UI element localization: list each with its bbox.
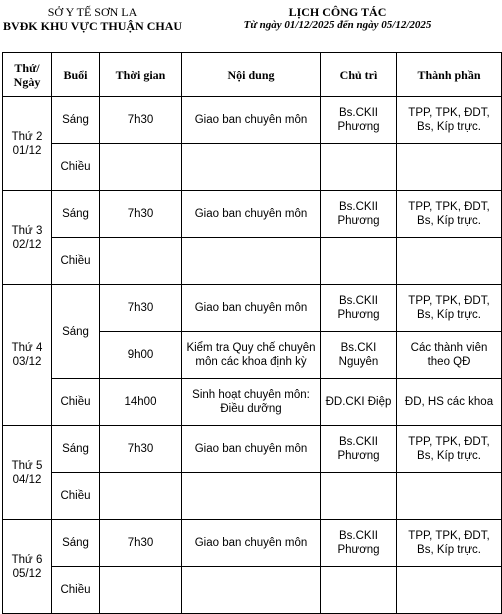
session-cell: Sáng <box>52 285 100 379</box>
session-cell: Chiều <box>52 567 100 614</box>
table-row <box>3 191 502 238</box>
day-cell <box>3 426 52 520</box>
document-header <box>0 0 502 52</box>
participants-cell: TPP, TPK, ĐDT, Bs, Kíp trực. <box>397 426 502 473</box>
table-row <box>3 238 502 285</box>
time-cell: 14h00 <box>100 379 182 426</box>
chair-cell: Bs.CKII Phương <box>321 191 397 238</box>
day-cell <box>3 191 52 285</box>
empty-cell <box>182 144 321 191</box>
day-cell <box>3 520 52 614</box>
org-line-1: SỞ Y TẾ SƠN LA <box>47 5 138 19</box>
table-row <box>3 97 502 144</box>
date-range: Từ ngày 01/12/2025 đến ngày 05/12/2025 <box>243 19 432 31</box>
day-date: 05/12 <box>12 567 42 580</box>
col-header-day: Thứ/ Ngày <box>3 53 52 97</box>
time-cell: 7h30 <box>100 285 182 332</box>
participants-cell: ĐD, HS các khoa <box>397 379 502 426</box>
participants-cell: Các thành viên theo QĐ <box>397 332 502 379</box>
empty-cell <box>321 144 397 191</box>
time-cell: 7h30 <box>100 520 182 567</box>
chair-cell: ĐD.CKI Điệp <box>321 379 397 426</box>
empty-cell <box>182 473 321 520</box>
session-cell: Chiều <box>52 379 100 426</box>
participants-cell: TPP, TPK, ĐDT, Bs, Kíp trực. <box>397 191 502 238</box>
table-row <box>3 285 502 332</box>
day-name: Thứ 3 <box>11 224 43 237</box>
empty-cell <box>100 144 182 191</box>
col-header-time: Thời gian <box>100 53 182 97</box>
org-line-2: BVĐK KHU VỰC THUẬN CHAU <box>2 19 183 33</box>
empty-cell <box>182 238 321 285</box>
content-cell: Giao ban chuyên môn <box>182 426 321 473</box>
empty-cell <box>397 473 502 520</box>
day-date: 01/12 <box>12 144 42 157</box>
content-cell: Giao ban chuyên môn <box>182 285 321 332</box>
session-cell: Sáng <box>52 426 100 473</box>
empty-cell <box>100 567 182 614</box>
empty-cell <box>100 473 182 520</box>
time-cell: 7h30 <box>100 191 182 238</box>
session-cell: Sáng <box>52 97 100 144</box>
table-row <box>3 426 502 473</box>
empty-cell <box>397 144 502 191</box>
empty-cell <box>321 567 397 614</box>
day-date: 04/12 <box>12 473 42 486</box>
content-cell: Giao ban chuyên môn <box>182 191 321 238</box>
chair-cell: Bs.CKII Phương <box>321 285 397 332</box>
col-header-chair: Chủ trì <box>321 53 397 97</box>
session-cell: Chiều <box>52 238 100 285</box>
schedule-table <box>2 52 502 614</box>
empty-cell <box>100 238 182 285</box>
empty-cell <box>182 567 321 614</box>
chair-cell: Bs.CKII Phương <box>321 97 397 144</box>
day-name: Thứ 2 <box>11 130 43 143</box>
day-name: Thứ 5 <box>11 459 43 472</box>
session-cell: Chiều <box>52 473 100 520</box>
schedule-title: LỊCH CÔNG TÁC <box>288 5 387 19</box>
content-cell: Kiểm tra Quy chế chuyên môn các khoa định kỳ <box>182 332 321 379</box>
day-cell <box>3 285 52 426</box>
day-date: 03/12 <box>12 356 42 368</box>
table-row <box>3 473 502 520</box>
empty-cell <box>397 567 502 614</box>
participants-cell: TPP, TPK, ĐDT, Bs, Kíp trực. <box>397 285 502 332</box>
table-row <box>3 379 502 426</box>
chair-cell: Bs.CKI Nguyên <box>321 332 397 379</box>
participants-cell: TPP, TPK, ĐDT, Bs, Kíp trực. <box>397 520 502 567</box>
empty-cell <box>321 238 397 285</box>
session-cell: Chiều <box>52 144 100 191</box>
col-header-session: Buổi <box>52 53 100 97</box>
day-date: 02/12 <box>12 238 42 251</box>
chair-cell: Bs.CKII Phương <box>321 520 397 567</box>
time-cell: 7h30 <box>100 97 182 144</box>
content-cell: Giao ban chuyên môn <box>182 520 321 567</box>
chair-cell: Bs.CKII Phương <box>321 426 397 473</box>
session-cell: Sáng <box>52 191 100 238</box>
empty-cell <box>321 473 397 520</box>
day-name: Thứ 6 <box>11 553 43 566</box>
content-cell: Giao ban chuyên môn <box>182 97 321 144</box>
table-row <box>3 144 502 191</box>
table-header-row <box>3 53 502 97</box>
participants-cell: TPP, TPK, ĐDT, Bs, Kíp trực. <box>397 97 502 144</box>
table-row <box>3 567 502 614</box>
time-cell: 9h00 <box>100 332 182 379</box>
content-cell: Sinh hoạt chuyên môn: Điều dưỡng <box>182 379 321 426</box>
day-name: Thứ 4 <box>11 342 43 354</box>
time-cell: 7h30 <box>100 426 182 473</box>
empty-cell <box>397 238 502 285</box>
col-header-content: Nội dung <box>182 53 321 97</box>
col-header-participants: Thành phần <box>397 53 502 97</box>
session-cell: Sáng <box>52 520 100 567</box>
day-cell <box>3 97 52 191</box>
table-row <box>3 520 502 567</box>
